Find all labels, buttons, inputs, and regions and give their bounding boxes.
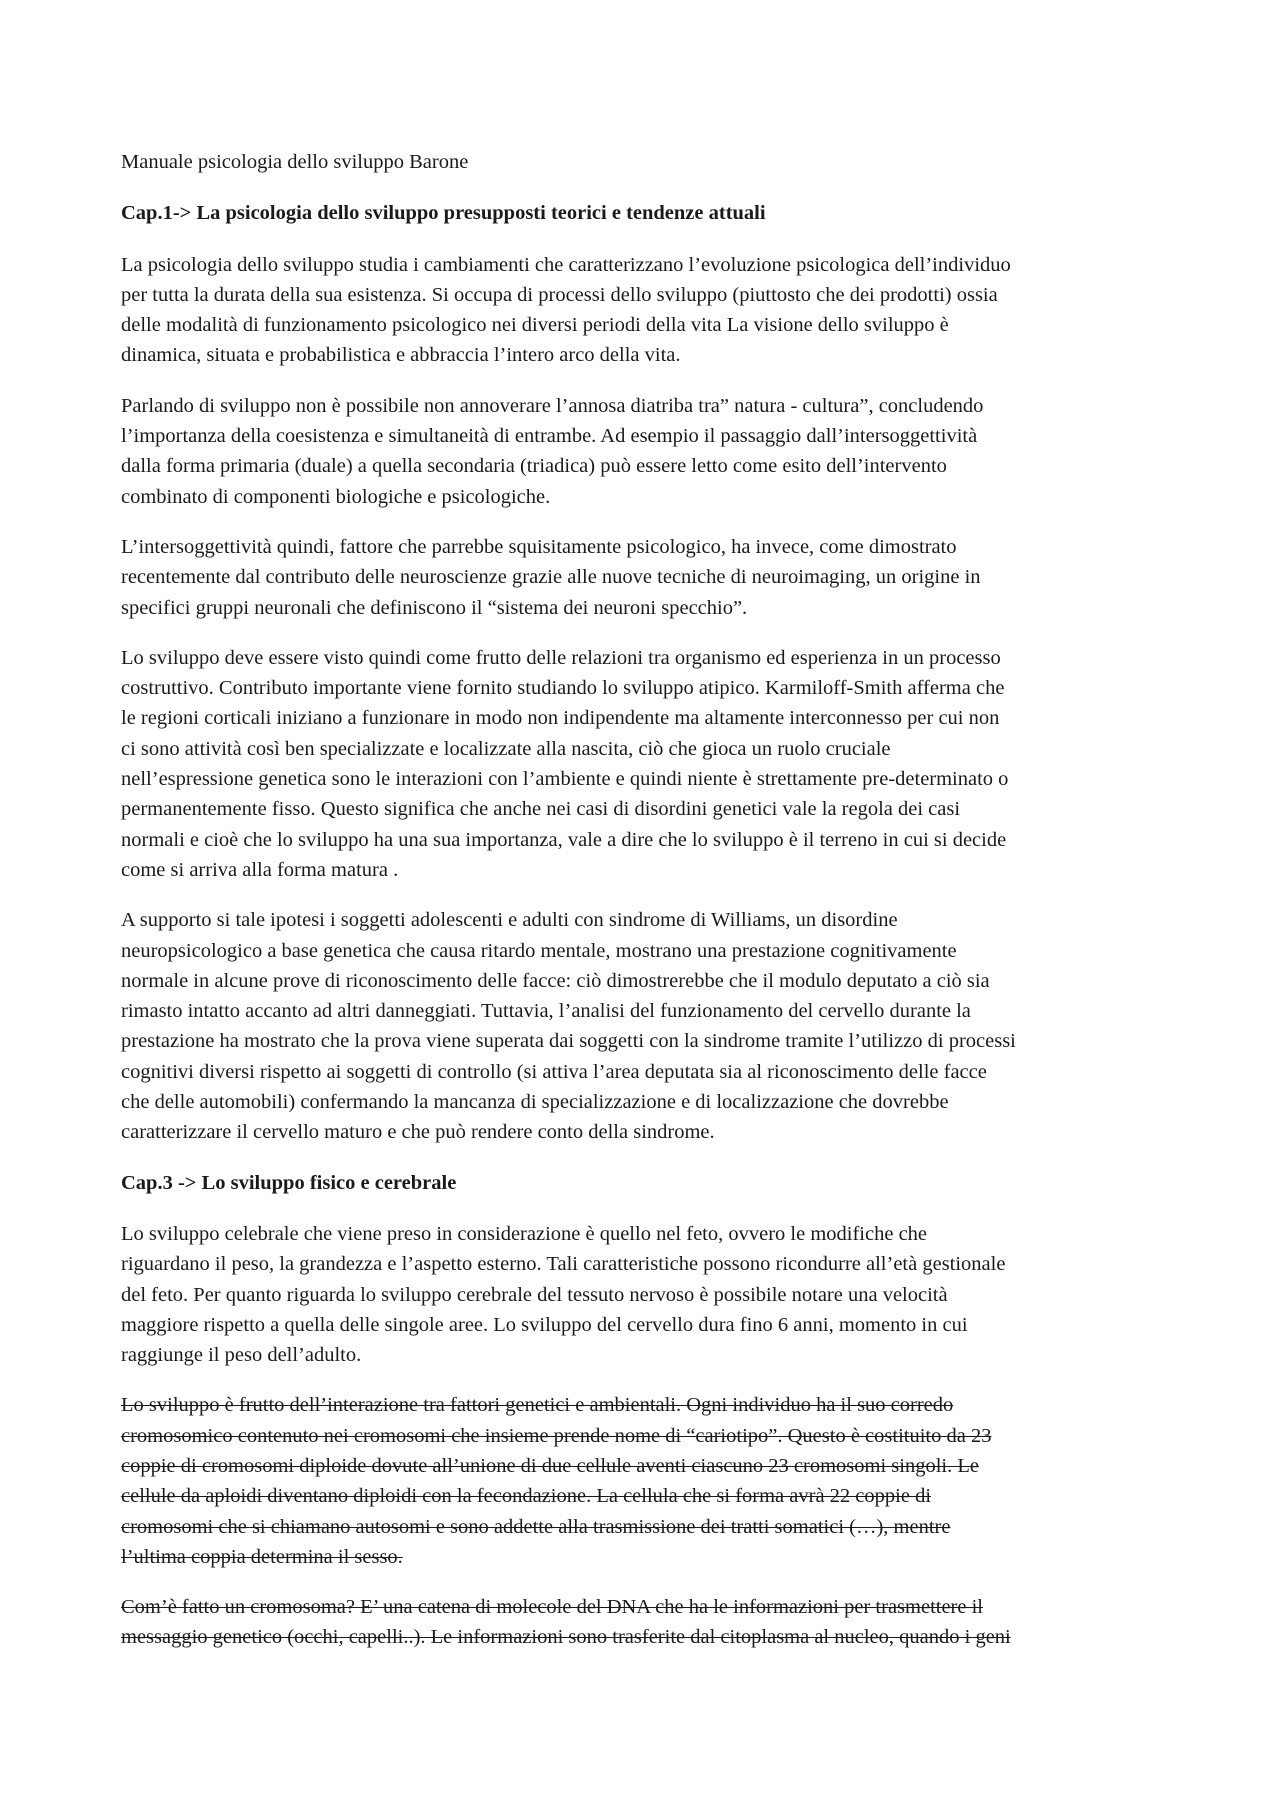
chapter-3-paragraph-1: Lo sviluppo celebrale che viene preso in considerazione è quello nel feto, ovvero le modifiche che riguardano il peso, la grandezza e l’aspetto esterno. Tali caratteristiche possono ricondurre all’età gestionale del feto. Per quanto riguarda lo sviluppo cerebrale del tessuto nervoso è possibile notare una velocità maggiore rispetto a quella delle singole aree. Lo sviluppo del cervello dura fino 6 anni, momento in cui raggiunge il peso dell’adulto. (121, 1222, 1006, 1367)
chapter-1-paragraph-5: A supporto si tale ipotesi i soggetti adolescenti e adulti con sindrome di Williams, un disordine neuropsicologico a base genetica che causa ritardo mentale, mostrano una prestazione cognitivamente normale in alcune prove di riconoscimento delle facce: ciò dimostrerebbe che il modulo deputato a ciò sia rimasto intatto accanto ad altri danneggiati. Tuttavia, l’analisi del funzionamento del cervello durante la prestazione ha mostrato che la prova viene superata dai soggetti con la sindrome tramite l’utilizzo di processi cognitivi diversi rispetto ai soggetti di controllo (si attiva l’area deputata sia al riconoscimento delle facce che delle automobili) confermando la mancanza di specializzazione e di localizzazione che dovrebbe caratterizzare il cervello maturo e che può rendere conto della sindrome. (121, 909, 1016, 1144)
chapter-1-paragraph-4: Lo sviluppo deve essere visto quindi come frutto delle relazioni tra organismo ed esperienza in un processo costruttivo. Contributo importante viene fornito studiando lo sviluppo atipico. Karmiloff-Smith afferma che le regioni corticali iniziano a funzionare in modo non indipendente ma altamente interconnesso per cui non ci sono attività così ben specializzate e localizzate alla nascita, ciò che gioca un ruolo cruciale nell’espressione genetica sono le interazioni con l’ambiente e quindi niente è strettamente pre-determinato o permanentemente fisso. Questo significa che anche nei casi di disordini genetici vale la regola dei casi normali e cioè che lo sviluppo ha una sua importanza, vale a dire che lo sviluppo è il terreno in cui si decide come si arriva alla forma matura . (121, 646, 1009, 881)
chapter-1-heading: Cap.1-> La psicologia dello sviluppo presupposti teorici e tendenze attuali (121, 202, 766, 225)
chapter-1-paragraph-3: L’intersoggettività quindi, fattore che parrebbe squisitamente psicologico, ha invece, come dimostrato recentemente dal contributo delle neuroscienze grazie alle nuove tecniche di neuroimaging, un origine in specifici gruppi neuronali che definiscono il “sistema dei neuroni specchio”. (121, 535, 981, 619)
chapter-3-struck-paragraph-1: Lo sviluppo è frutto dell’interazione tra fattori genetici e ambientali. Ogni individuo ha il suo corredo cromosomico contenuto nei cromosomi che insieme prende nome di “cariotipo”. Questo è costituito da 23 coppie di cromosomi diploide dovute all’unione di due cellule aventi ciascuno 23 cromosomi singoli. Le cellule da aploidi diventano diploidi con la fecondazione. La cellula che si forma avrà 22 coppie di cromosomi che si chiamano autosomi e sono addette alla trasmissione dei tratti somatici (…), mentre l’ultima coppia determina il sesso. (121, 1394, 992, 1568)
document-title: Manuale psicologia dello sviluppo Barone (121, 151, 469, 173)
chapter-3-struck-paragraph-2: Com’è fatto un cromosoma? E’ una catena di molecole del DNA che ha le informazioni per trasmettere il messaggio genetico (occhi, capelli..). Le informazioni sono trasferite dal citoplasma al nucleo, quando i geni (121, 1596, 1011, 1649)
chapter-3-heading: Cap.3 -> Lo sviluppo fisico e cerebrale (121, 1171, 457, 1194)
chapter-1-paragraph-2: Parlando di sviluppo non è possibile non annoverare l’annosa diatriba tra” natura - cultura”, concludendo l’importanza della coesistenza e simultaneità di entrambe. Ad esempio il passaggio dall’intersoggettività dalla forma primaria (duale) a quella secondaria (triadica) può essere letto come esito dell’intervento combinato di componenti biologiche e psicologiche. (121, 394, 984, 508)
chapter-1-paragraph-1: La psicologia dello sviluppo studia i cambiamenti che caratterizzano l’evoluzione psicologica dell’individuo per tutta la durata della sua esistenza. Si occupa di processi dello sviluppo (piuttosto che dei prodotti) ossia delle modalità di funzionamento psicologico nei diversi periodi della vita La visione dello sviluppo è dinamica, situata e probabilistica e abbraccia l’intero arco della vita. (121, 253, 1011, 367)
